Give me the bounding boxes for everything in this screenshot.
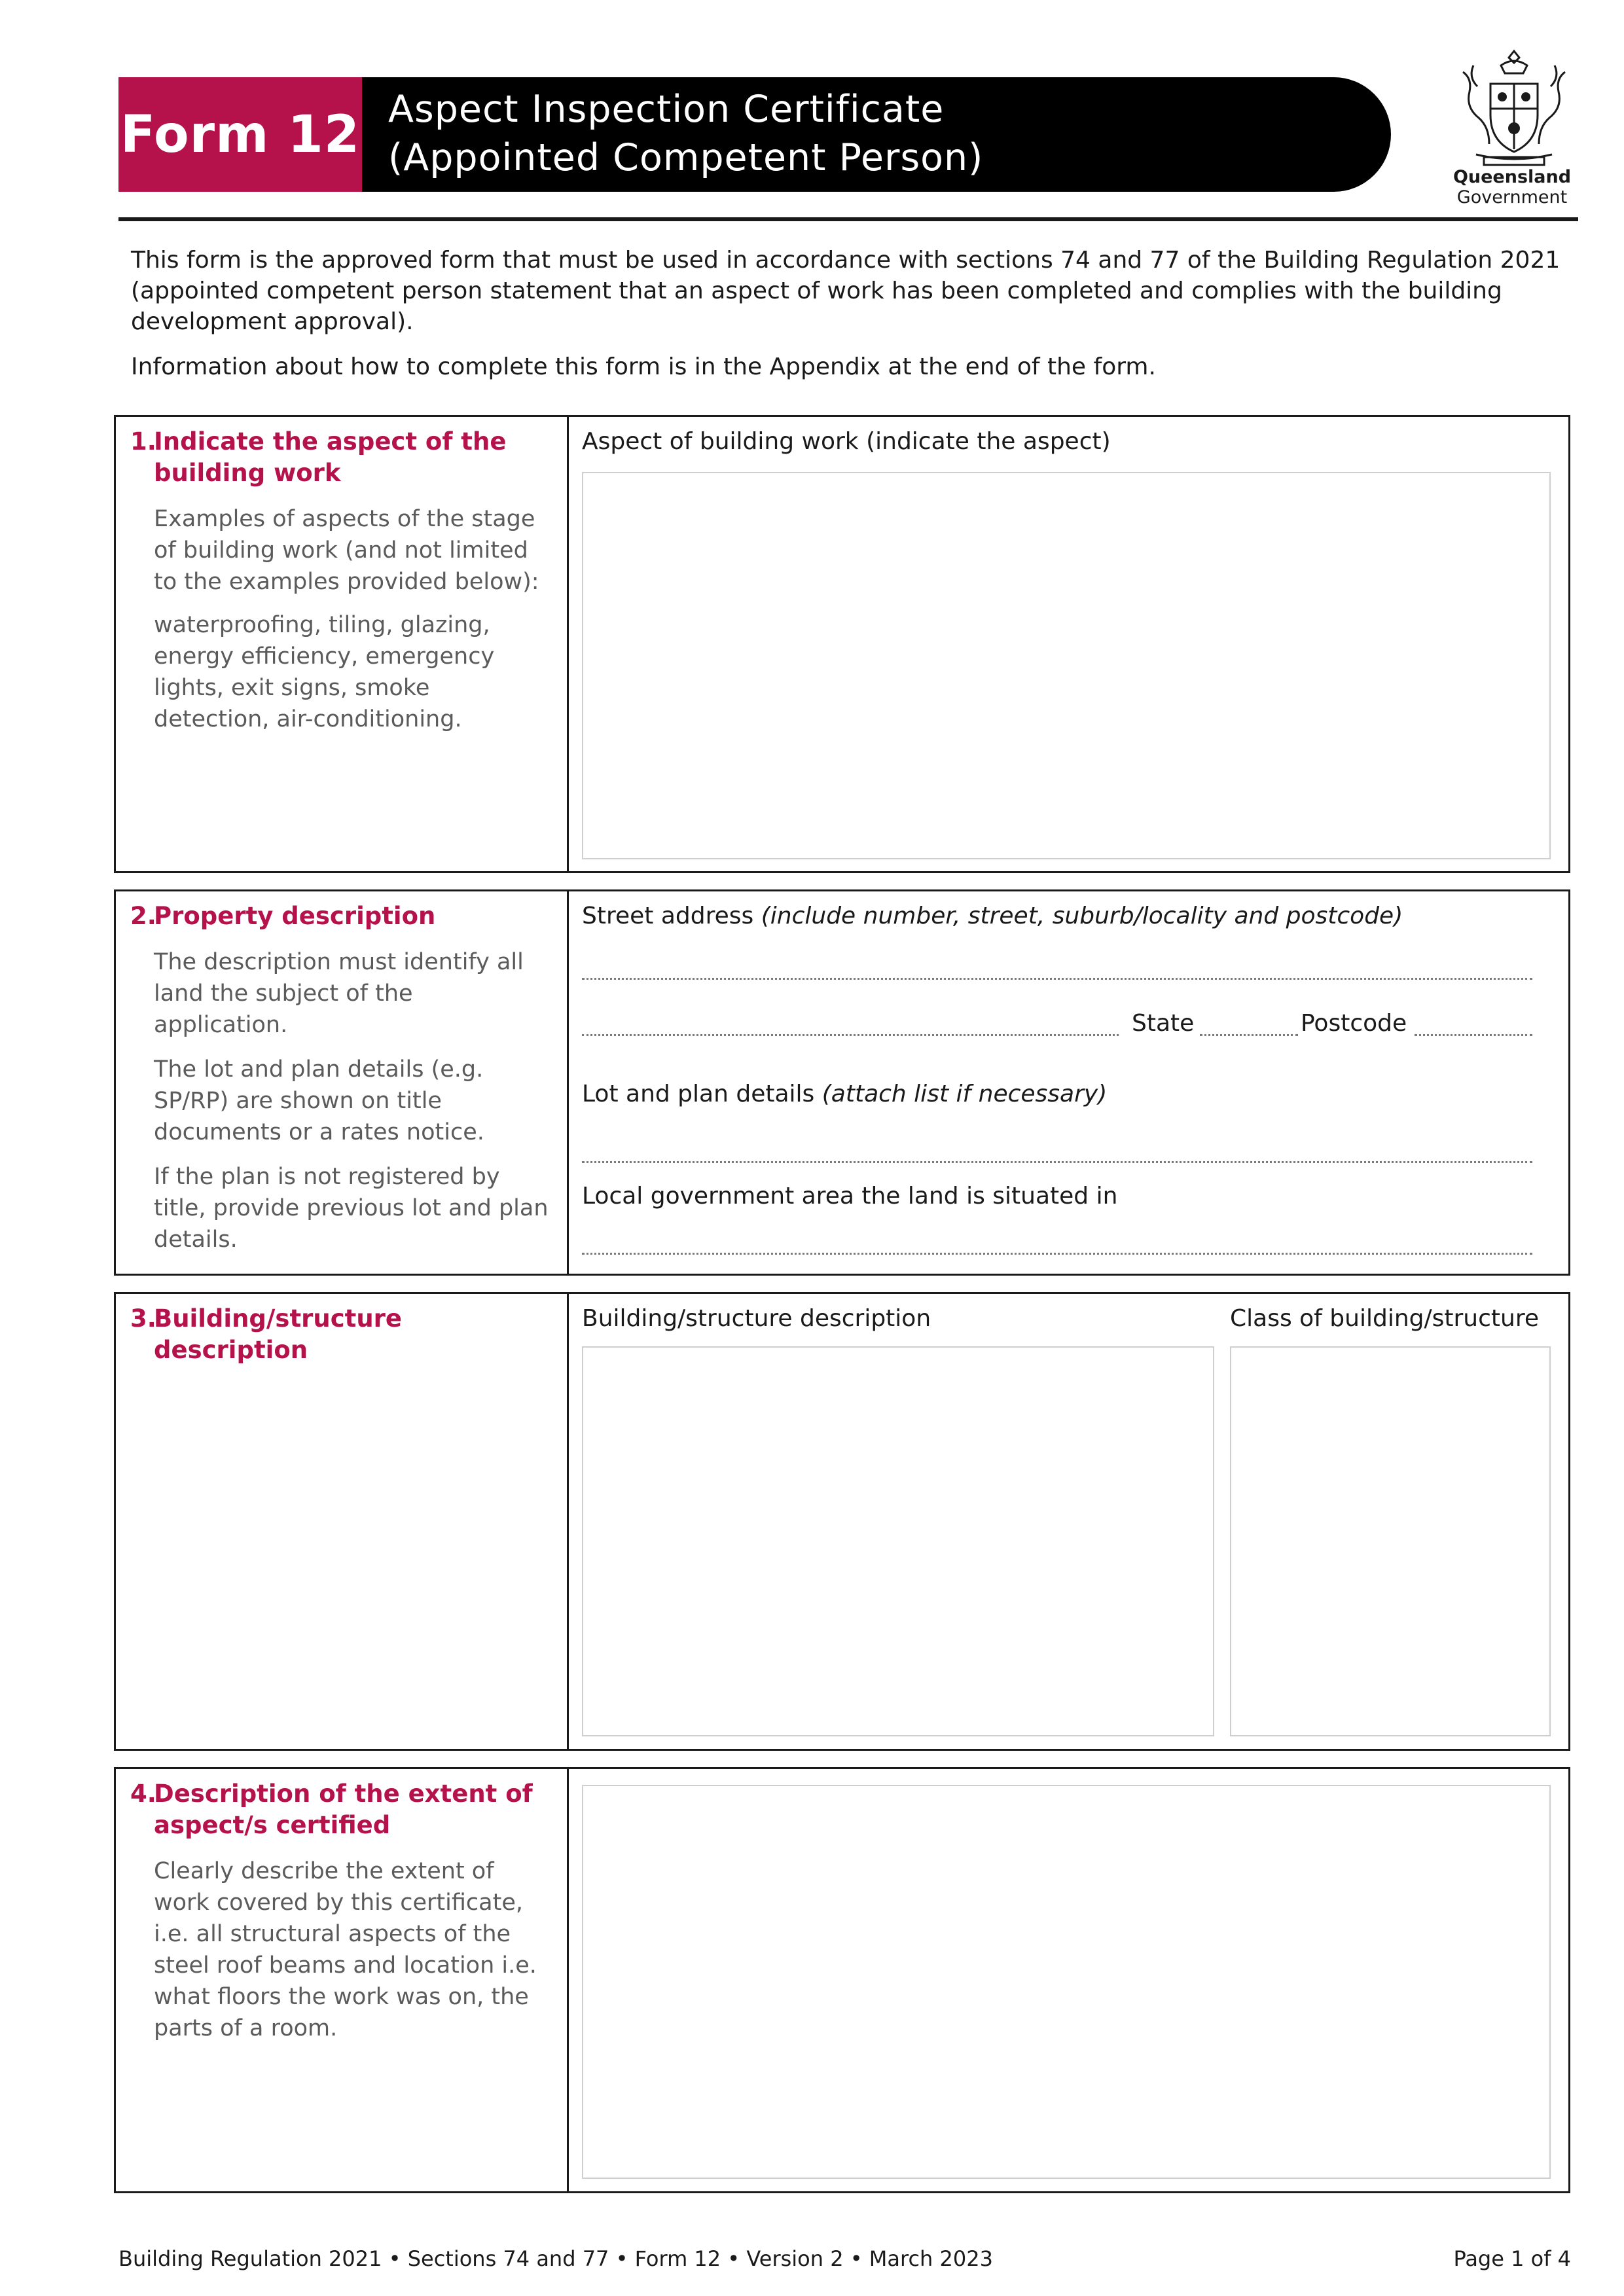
section-3-info (130, 1303, 549, 1366)
section-2-title: 2.Property description (130, 902, 436, 930)
section-building (114, 1292, 1570, 1751)
queensland-coat-of-arms-icon (1450, 46, 1578, 170)
building-class-input[interactable] (1230, 1346, 1551, 1736)
header-rule (118, 217, 1578, 221)
government-name-line1: Queensland (1453, 167, 1572, 187)
footer-reference: Building Regulation 2021 • Sections 74 and 77 • Form 12 • Version 2 • March 2023 (118, 2246, 993, 2271)
lot-plan-field[interactable] (582, 1161, 1532, 1163)
street-address-line-1[interactable] (582, 978, 1532, 980)
section-2-help-1: The description must identify all land the subject of the application. (154, 949, 524, 1038)
extent-input[interactable] (582, 1785, 1551, 2179)
aspect-field-label: Aspect of building work (indicate the aspect) (582, 428, 1111, 455)
section-1-info (130, 426, 549, 735)
form-title: Aspect Inspection Certificate (388, 88, 945, 131)
section-1-fields (582, 426, 1555, 457)
aspect-input[interactable] (582, 472, 1551, 859)
building-description-label: Building/structure description (582, 1305, 931, 1332)
form-subtitle: (Appointed Competent Person) (388, 136, 984, 179)
column-divider (567, 417, 569, 871)
lga-field[interactable] (582, 1253, 1532, 1255)
section-property (114, 889, 1570, 1276)
column-divider (567, 1769, 569, 2191)
section-2-help-2: The lot and plan details (e.g. SP/RP) are shown on title documents or a rates notice. (154, 1056, 484, 1145)
building-class-label: Class of building/structure (1230, 1305, 1539, 1332)
state-label: State (1132, 1010, 1195, 1037)
government-name-line2: Government (1456, 187, 1568, 207)
street-address-label: Street address (include number, street, suburb/locality and postcode) (582, 903, 1403, 929)
column-divider (567, 1294, 569, 1749)
section-4-title: 4.Description of the extent of aspect/s certified (130, 1780, 533, 1839)
section-1-title: 1.Indicate the aspect of the building work (130, 427, 507, 487)
lot-plan-label: Lot and plan details (attach list if necessary) (582, 1081, 1108, 1107)
postcode-field[interactable] (1415, 1034, 1532, 1036)
section-1-help-2: waterproofing, tiling, glazing, energy efficiency, emergency lights, exit signs, smoke detection, air-conditioning. (154, 612, 495, 732)
lga-label: Local government area the land is situated in (582, 1183, 1118, 1210)
page-number: Page 1 of 4 (1453, 2246, 1571, 2271)
section-4-info (130, 1778, 549, 2044)
section-1-help-1: Examples of aspects of the stage of building work (and not limited to the examples provided below): (154, 506, 539, 595)
postcode-label: Postcode (1301, 1010, 1407, 1037)
section-aspect (114, 415, 1570, 873)
intro-paragraph-1: This form is the approved form that must be used in accordance with sections 74 and 77 of the Building Regulation 2021 (appointed competent person statement that an aspect of work has been completed and complies with the building development approval). (131, 247, 1561, 335)
form-title-bar (362, 77, 1391, 192)
state-field[interactable] (1200, 1034, 1298, 1036)
section-2-help-3: If the plan is not registered by title, provide previous lot and plan details. (154, 1164, 549, 1253)
building-description-input[interactable] (582, 1346, 1214, 1736)
intro-paragraph-2: Information about how to complete this form is in the Appendix at the end of the form. (131, 353, 1156, 380)
section-3-title: 3.Building/structure description (130, 1304, 403, 1364)
government-name (1414, 167, 1610, 207)
section-extent (114, 1767, 1570, 2193)
section-4-help-1: Clearly describe the extent of work covered by this certificate, i.e. all structural aspects of the steel roof beams and location i.e. what floors the work was on, the parts of a room. (154, 1858, 537, 2041)
column-divider (567, 891, 569, 1274)
form-number-badge: Form 12 (118, 77, 362, 192)
section-2-info (130, 901, 549, 1255)
street-address-line-2[interactable] (582, 1034, 1119, 1036)
